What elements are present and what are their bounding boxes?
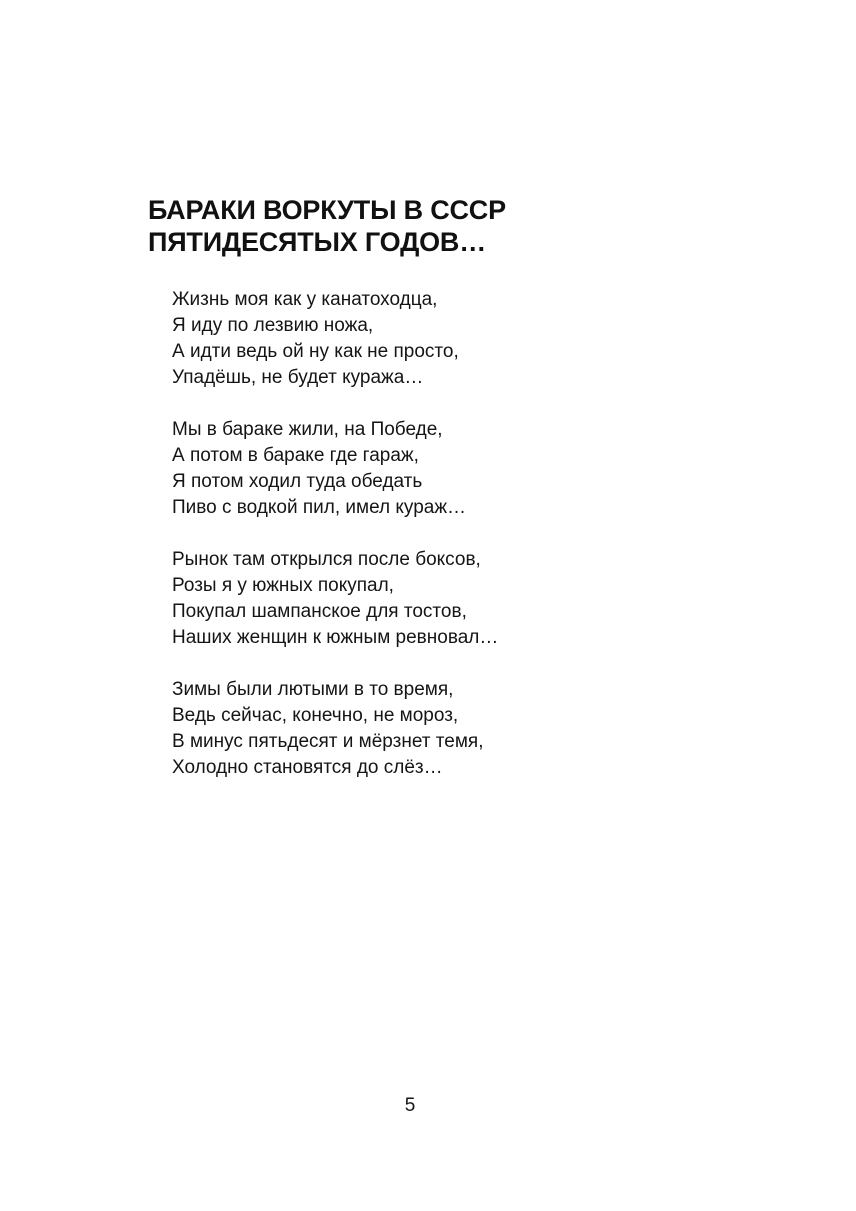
poem-body (172, 287, 772, 807)
stanza-2 (172, 417, 772, 521)
verse-line: Ведь сейчас, конечно, не мороз, (172, 705, 459, 726)
verse-line: Покупал шампанское для тостов, (172, 601, 467, 622)
verse-line: А потом в бараке где гараж, (172, 445, 419, 466)
verse-line: Упадёшь, не будет куража… (172, 367, 424, 388)
poem-title-line-2: ПЯТИДЕСЯТЫХ ГОДОВ… (148, 227, 487, 257)
verse-line: Жизнь моя как у канатоходца, (172, 289, 438, 310)
verse-line: Наших женщин к южным ревновал… (172, 627, 499, 648)
stanza-4 (172, 677, 772, 781)
verse-line: Розы я у южных покупал, (172, 575, 394, 596)
verse-line: Зимы были лютыми в то время, (172, 679, 454, 700)
stanza-3 (172, 547, 772, 651)
verse-line: Рынок там открылся после боксов, (172, 549, 481, 570)
page-number: 5 (404, 1095, 416, 1116)
poem-title-line-1: БАРАКИ ВОРКУТЫ В СССР (148, 195, 506, 225)
verse-line: Холодно становятся до слёз… (172, 757, 443, 778)
poem-title (148, 194, 708, 258)
verse-line: А идти ведь ой ну как не просто, (172, 341, 459, 362)
verse-line: Мы в бараке жили, на Победе, (172, 419, 443, 440)
stanza-1 (172, 287, 772, 391)
verse-line: Я потом ходил туда обедать (172, 471, 423, 492)
verse-line: Я иду по лезвию ножа, (172, 315, 374, 336)
verse-line: В минус пятьдесят и мёрзнет темя, (172, 731, 484, 752)
verse-line: Пиво с водкой пил, имел кураж… (172, 497, 467, 518)
